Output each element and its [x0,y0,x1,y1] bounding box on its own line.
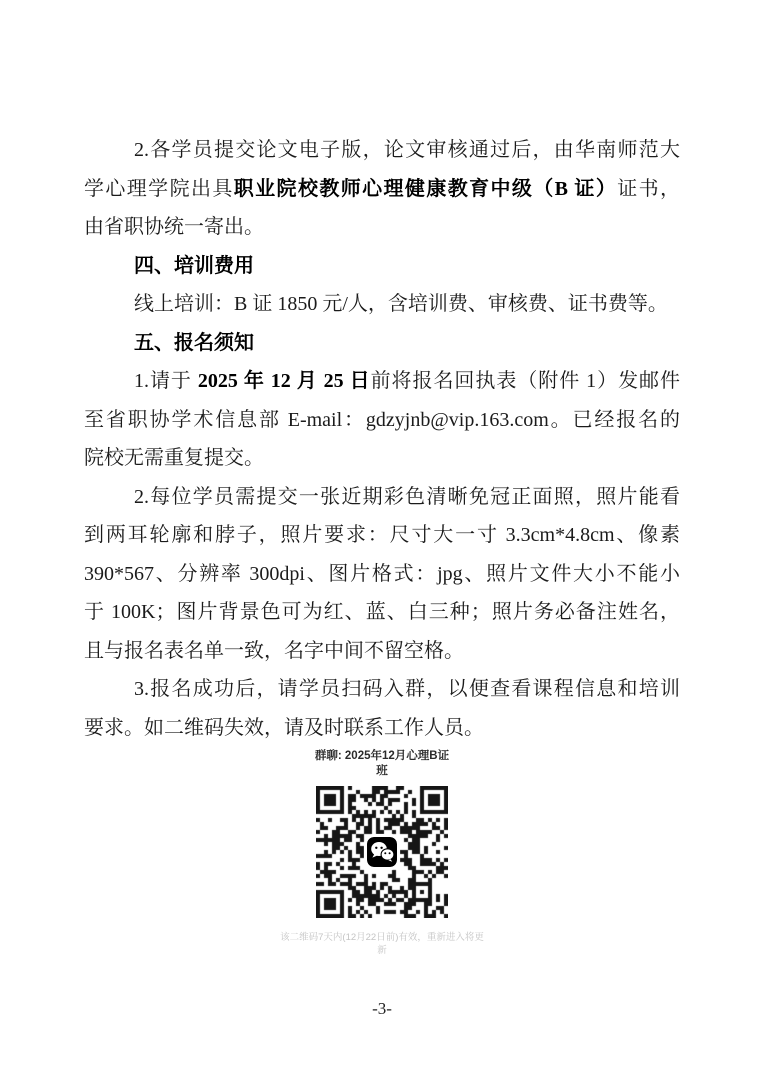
text-line: 至省职协学术信息部 E-mail：gdzyjnb@vip.163.com。已经报名的 [84,408,680,431]
text-line: 五、报名须知 [134,331,254,354]
text-line: 3.报名成功后，请学员扫码入群，以便查看课程信息和培训 [134,678,680,700]
paragraph [84,285,680,324]
wechat-icon [367,837,397,867]
qr-code-wrapper [316,786,448,918]
paragraph [84,478,680,671]
text-line: 390*567、分辨率 300dpi、图片格式：jpg、照片文件大小不能小 [84,562,680,585]
text-line: 要求。如二维码失效，请及时联系工作人员。 [84,716,484,739]
text-line: 到两耳轮廓和脖子，照片要求：尺寸大一寸 3.3cm*4.8cm、像素 [84,524,680,546]
text-line: 1.请于 2025 年 12 月 25 日前将报名回执表（附件 1）发邮件 [134,370,681,392]
qr-caption: 群聊: 2025年12月心理B证 班 [314,750,450,777]
section-heading [84,247,680,286]
qr-section [0,749,764,957]
text-line: 且与报名表名单一致，名字中间不留空格。 [84,639,464,662]
text-line: 于 100K；图片背景色可为红、蓝、白三种；照片务必备注姓名， [84,601,680,623]
qr-expiry-note: 该二维码7天内(12月22日前)有效，重新进入将更 新 [280,932,484,956]
wechat-logo [367,837,397,867]
section-heading [84,324,680,363]
text-line: 四、培训费用 [134,254,254,277]
text-line: 由省职协统一寄出。 [84,216,264,238]
text-line: 院校无需重复提交。 [84,447,264,469]
text-line: 2.各学员提交论文电子版，论文审核通过后，由华南师范大 [134,139,680,161]
text-line: 2.每位学员需提交一张近期彩色清晰免冠正面照，照片能看 [134,485,680,508]
page-number: -3- [372,999,392,1018]
paragraph [84,362,680,478]
text-line: 线上培训：B 证 1850 元/人，含培训费、审核费、证书费等。 [134,293,668,315]
text-line: 学心理学院出具职业院校教师心理健康教育中级（B 证）证书， [84,177,681,200]
document-body [84,0,680,747]
paragraph [84,131,680,247]
paragraph [84,670,680,747]
